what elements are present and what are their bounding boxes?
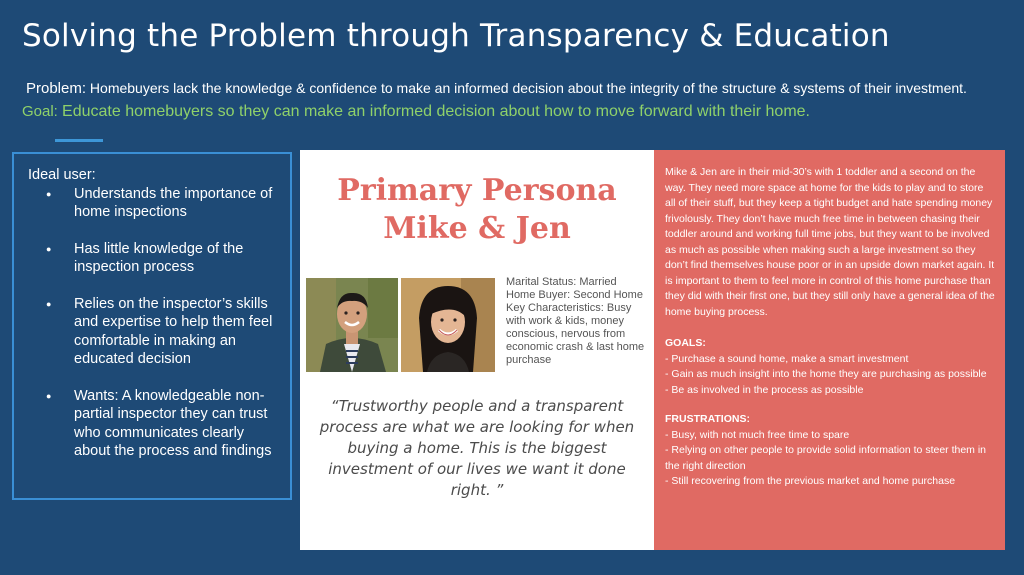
persona-photo-woman (401, 278, 495, 372)
persona-card (300, 150, 654, 550)
goals-heading: GOALS: (665, 337, 706, 349)
goal-text: Educate homebuyers so they can make an informed decision about how to move forward with their home. (62, 103, 810, 120)
list-item: ● Wants: A knowledgeable non-partial inspector they can trust who communicates clearly about the process and findings (28, 387, 278, 461)
persona-title (300, 172, 654, 248)
list-item: - Still recovering from the previous market and home purchase (665, 475, 956, 487)
spec-marital-status: Marital Status: Married (506, 276, 617, 288)
spec-home-buyer: Home Buyer: Second Home (506, 289, 643, 301)
slide-title: Solving the Problem through Transparency & Education (22, 18, 890, 54)
problem-statement (26, 80, 967, 97)
accent-divider (55, 139, 103, 142)
spec-key-characteristics: Key Characteristics: Busy with work & kids, money conscious, nervous from economic crash & last home purchase (506, 302, 645, 366)
frustrations-heading: FRUSTRATIONS: (665, 413, 750, 425)
persona-photo-man (306, 278, 398, 372)
list-item: - Gain as much insight into the home they are purchasing as possible (665, 368, 987, 380)
ideal-user-list (28, 185, 278, 461)
list-item: ● Has little knowledge of the inspection process (28, 240, 278, 277)
persona-specs (506, 276, 652, 367)
list-item: - Be as involved in the process as possible (665, 383, 864, 396)
list-item: - Relying on other people to provide solid information to steer them in the right direction (665, 444, 987, 472)
goal-statement (22, 103, 810, 121)
list-item: ● Relies on the inspector’s skills and expertise to help them feel comfortable in making an educated decision (28, 295, 278, 369)
list-item: - Busy, with not much free time to spare (665, 428, 850, 441)
list-item: ● Understands the importance of home inspections (28, 185, 278, 222)
persona-details-panel (654, 150, 1005, 550)
goal-label: Goal: (22, 103, 58, 120)
persona-title-line2: Mike & Jen (383, 211, 571, 246)
problem-label: Problem: (26, 80, 87, 97)
persona-quote: “Trustworthy people and a transparent process are what we are looking for when buying a home. This is the biggest investment of our lives we want it done right. ” (319, 397, 635, 499)
problem-text: Homebuyers lack the knowledge & confidence to make an informed decision about the integrity of the structure & systems of their investment. (89, 80, 967, 96)
list-item: - Purchase a sound home, make a smart investment (665, 352, 909, 365)
ideal-user-heading: Ideal user: (28, 167, 96, 183)
ideal-user-box (12, 152, 292, 500)
persona-bio: Mike & Jen are in their mid-30’s with 1 toddler and a second on the way. They need more space at home for the kids to play and to store all of their stuff, but they keep a tight budget and hate spending money frivolously. They don’t have much free time in between chasing their toddler around and working full time jobs, but they want to be involved as much as possible when making such a large investment so they don’t find themselves house poor or in an upside down market again. It is important to them to feel more in control of this home purchase than they did with their first one, but they still only have a general idea of the home buying process. (665, 166, 995, 318)
persona-title-line1: Primary Persona (337, 173, 617, 208)
